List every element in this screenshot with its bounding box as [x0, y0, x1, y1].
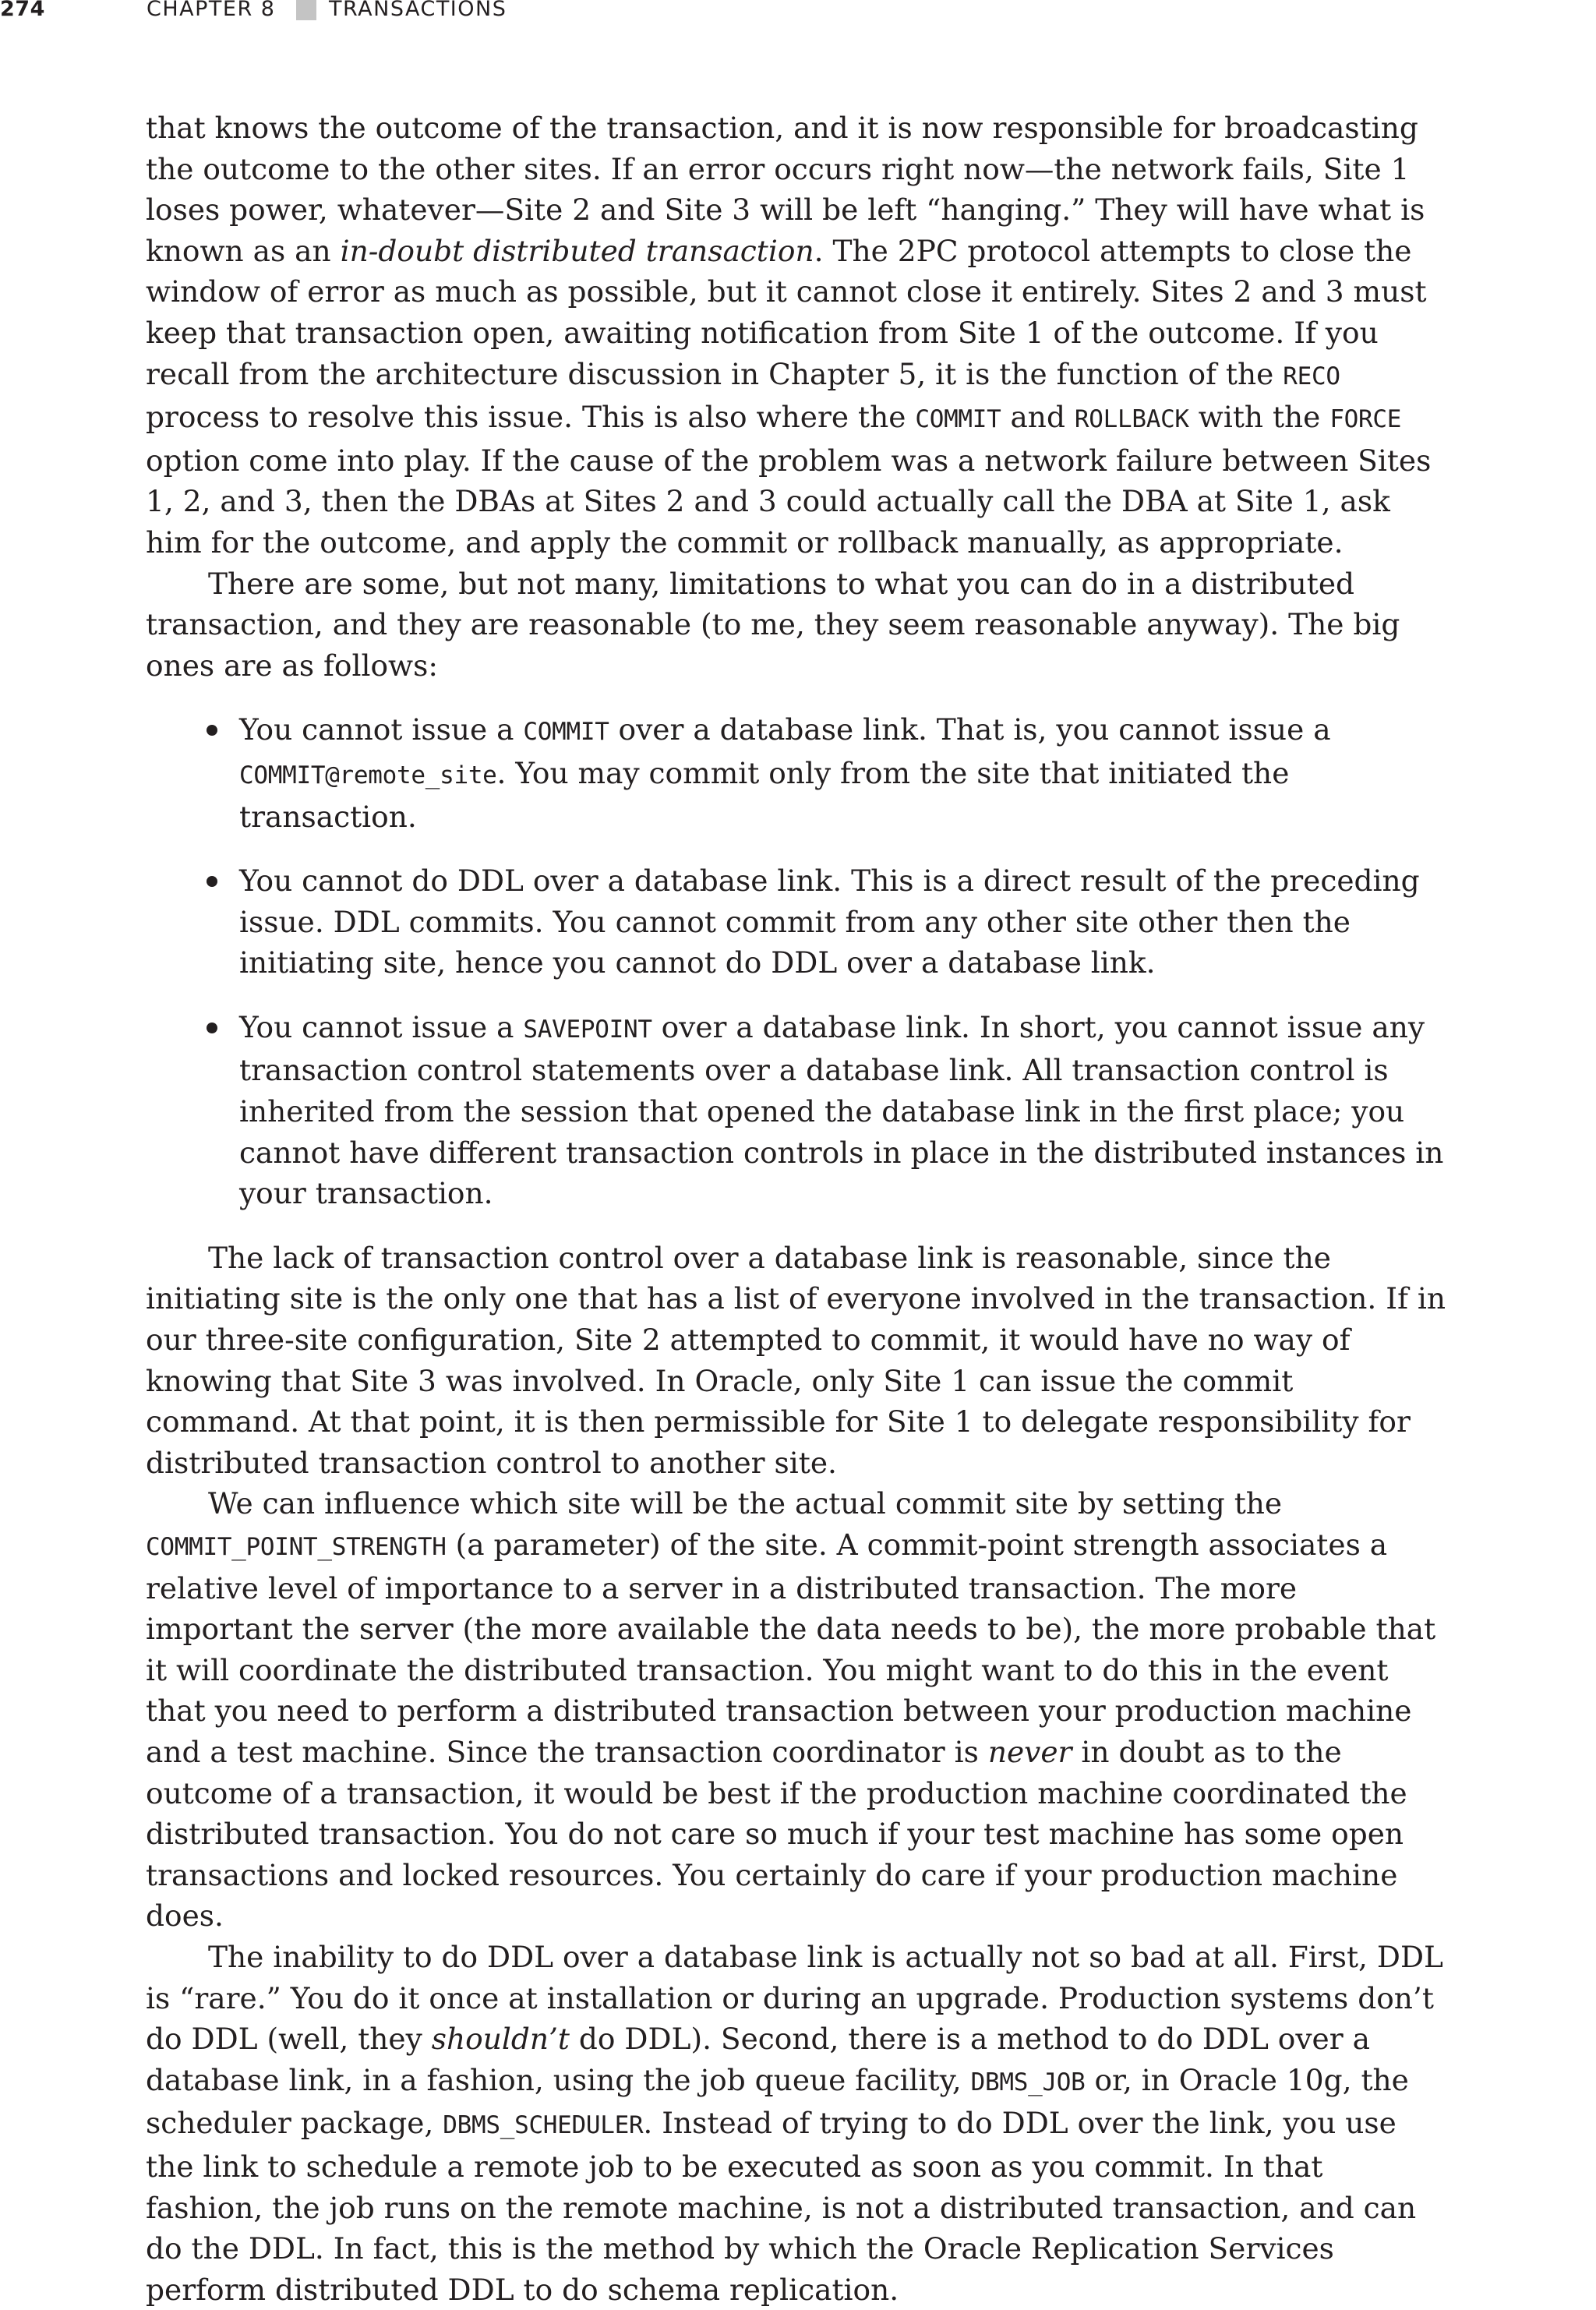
- text-run: option come into play. If the cause of the problem was a network failure between Sites 1, 2, and 3, then the DBAs at Sites 2 and 3 could actually call the DBA at Site 1, ask him for the outcome, and apply the commit or rollback manually, as appropriate.: [146, 443, 1432, 560]
- list-item: [239, 1007, 1447, 1214]
- text-run: You cannot issue a: [239, 1009, 524, 1044]
- code-dbms-scheduler: DBMS_SCHEDULER: [443, 2111, 644, 2140]
- text-run: . You may commit only from the site that initiated the transaction.: [239, 755, 1290, 834]
- text-run: in doubt as to the outcome of a transaction, it would be best if the production machine coordinated the distributed transaction. You do not care so much if your test machine has some open transactions and locked resources. You certainly do care if your production machine does.: [146, 1734, 1407, 1934]
- code-dbms-job: DBMS_JOB: [970, 2068, 1086, 2096]
- section-title: TRANSACTIONS: [329, 0, 507, 21]
- bullet-icon: [207, 876, 217, 887]
- text-run: that knows the outcome of the transaction, and it is now responsible for broadcasting the outcome to the other sites. If an error occurs right now—the network fails, Site 1 loses power, whatever—Site 2 and Site 3 will be left “hanging.” They will have what is known as an: [146, 111, 1425, 268]
- text-run: You cannot issue a: [239, 712, 524, 747]
- code-rollback: ROLLBACK: [1074, 405, 1189, 434]
- text-run: or, in Oracle 10g, the scheduler package,: [146, 2062, 1409, 2141]
- text-run: You cannot do DDL over a database link. This is a direct result of the preceding issue. DDL commits. You cannot commit from any other site other then the initiating site, hence you cannot do DDL over a database link.: [239, 864, 1420, 980]
- text-run: process to resolve this issue. This is also where the: [146, 400, 916, 435]
- text-run: (a parameter) of the site. A commit-point strength associates a relative level of importance to a server in a distributed transaction. The more important the server (the more available the data needs to be), the more probable that it will coordinate the distributed transaction. You might want to do this in the event that you need to perform a distributed transaction between your production machine and a test machine. Since the transaction coordinator is: [146, 1528, 1436, 1769]
- list-item: [239, 860, 1447, 984]
- text-run: with the: [1188, 400, 1330, 435]
- limitations-list: [146, 709, 1447, 1214]
- code-commit-remote-site: COMMIT@remote_site: [239, 761, 497, 789]
- bullet-icon: [207, 1023, 217, 1033]
- list-item: [239, 709, 1447, 837]
- text-run: The inability to do DDL over a database link is actually not so bad at all. First, DDL is “rare.” You do it once at installation or during an upgrade. Production systems don’t do DDL (well, they: [146, 1939, 1443, 2057]
- emphasis-term: shouldn’t: [431, 2022, 570, 2057]
- text-run: over a database link. That is, you cannot issue a: [609, 712, 1331, 747]
- running-head: [0, 0, 1596, 23]
- code-force: FORCE: [1329, 405, 1402, 434]
- emphasis-term: in-doubt distributed transaction: [340, 233, 814, 268]
- text-run: . Instead of trying to do DDL over the link, you use the link to schedule a remote job to be executed as soon as you commit. In that fashion, the job runs on the remote machine, is not a distributed transaction, and can do the DDL. In fact, this is the method by which the Oracle Replication Services perform distributed DDL to do schema replication.: [146, 2106, 1417, 2307]
- paragraph-limitations-intro: There are some, but not many, limitations to what you can do in a distributed transaction, and they are reasonable (to me, they seem reasonable anyway). The big ones are as follows:: [146, 566, 1400, 683]
- code-commit: COMMIT: [523, 718, 609, 747]
- header-separator-block: [296, 0, 316, 20]
- paragraph-ddl-over-link: [146, 1937, 1447, 2310]
- text-run: . The 2PC protocol attempts to close the window of error as much as possible, but it cannot close it entirely. Sites 2 and 3 must keep that transaction open, awaiting notification from Site 1 of the outcome. If you recall from the architecture discussion in Chapter 5, it is the function of the: [146, 233, 1427, 391]
- chapter-label: CHAPTER 8: [147, 0, 276, 21]
- text-run: do DDL). Second, there is a method to do DDL over a database link, in a fashion, using the job queue facility,: [146, 2022, 1370, 2097]
- code-savepoint: SAVEPOINT: [523, 1015, 652, 1044]
- page-body: [146, 108, 1447, 2310]
- bullet-icon: [207, 725, 217, 736]
- text-run: We can influence which site will be the actual commit site by setting the: [208, 1486, 1283, 1521]
- code-reco: RECO: [1283, 362, 1340, 390]
- paragraph-in-doubt-transaction: [146, 108, 1447, 563]
- text-run: over a database link. In short, you cannot issue any transaction control statements over a database link. All transaction control is inherited from the session that opened the database link in the first place; you cannot have different transaction controls in place in the distributed instances in your transaction.: [239, 1009, 1444, 1211]
- code-commit-point-strength: COMMIT_POINT_​STRENGTH: [146, 1533, 447, 1561]
- paragraph-commit-point-strength: [146, 1483, 1447, 1937]
- code-commit: COMMIT: [915, 405, 1001, 434]
- text-run: and: [1001, 400, 1075, 435]
- page-number: 274: [0, 0, 45, 21]
- paragraph-transaction-control: The lack of transaction control over a database link is reasonable, since the initiating site is the only one that has a list of everyone involved in the transaction. If in our three-site configuration, Site 2 attempted to commit, it would have no way of knowing that Site 3 was involved. In Oracle, only Site 1 can issue the commit command. At that point, it is then permissible for Site 1 to delegate responsibility for distributed transaction control to another site.: [146, 1240, 1446, 1480]
- emphasis-term: never: [987, 1734, 1072, 1769]
